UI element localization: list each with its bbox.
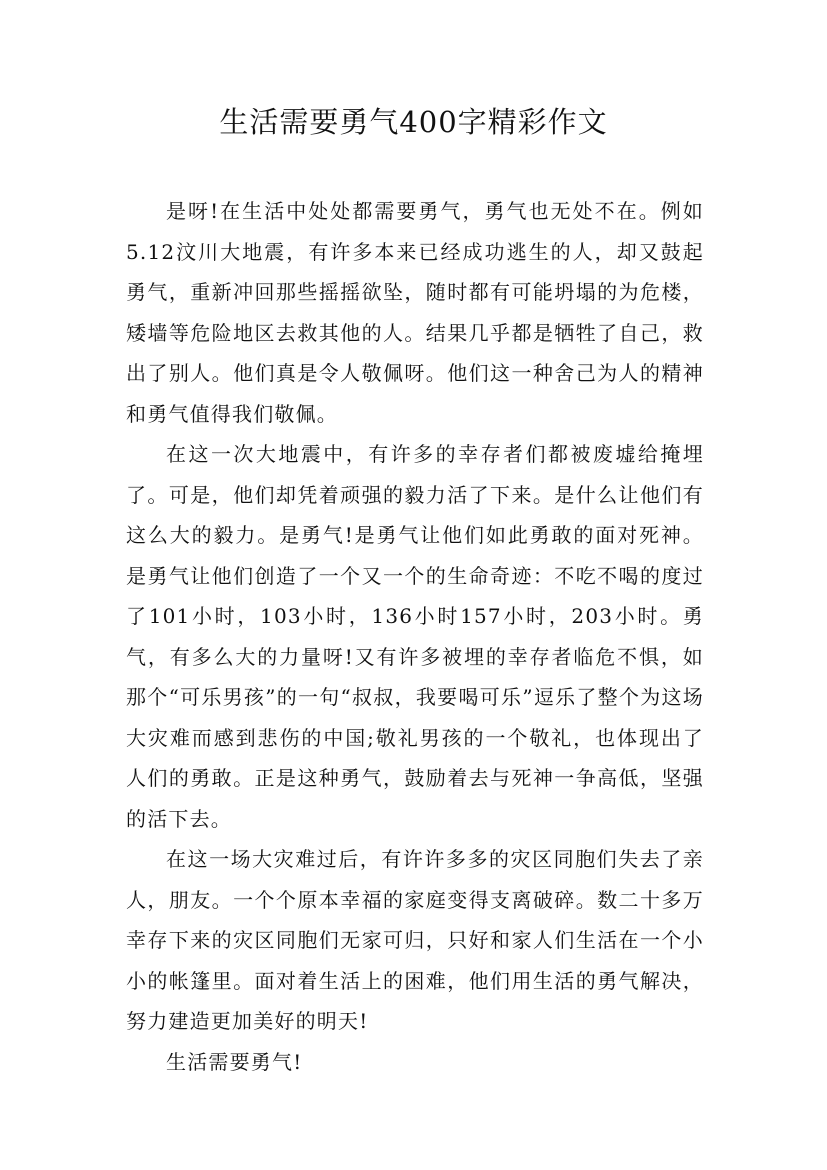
document-body [126,191,704,1082]
paragraph: 在这一场大灾难过后，有许许多多的灾区同胞们失去了亲人，朋友。一个个原本幸福的家庭变得支离破碎。数二十多万幸存下来的灾区同胞们无家可归，只好和家人们生活在一个小小的帐篷里。面对着生活上的困难，他们用生活的勇气解决，努力建造更加美好的明天! [126,847,704,1033]
document-title: 生活需要勇气400字精彩作文 [219,105,608,139]
paragraph: 是呀!在生活中处处都需要勇气，勇气也无处不在。例如5.12汶川大地震，有许多本来已经成功逃生的人，却又鼓起勇气，重新冲回那些摇摇欲坠，随时都有可能坍塌的为危楼，矮墙等危险地区去救其他的人。结果几乎都是牺牲了自己，救出了别人。他们真是令人敬佩呀。他们这一种舍己为人的精神和勇气值得我们敬佩。 [126,199,704,426]
paragraph: 生活需要勇气! [166,1049,303,1074]
paragraph: 在这一次大地震中，有许多的幸存者们都被废墟给掩埋了。可是，他们却凭着顽强的毅力活了下来。是什么让他们有这么大的毅力。是勇气!是勇气让他们如此勇敢的面对死神。是勇气让他们创造了一个又一个的生命奇迹：不吃不喝的度过了101小时，103小时，136小时157小时，203小时。勇气，有多么大的力量呀!又有许多被埋的幸存者临危不惧，如那个“可乐男孩”的一句“叔叔，我要喝可乐”逗乐了整个为这场大灾难而感到悲伤的中国;敬礼男孩的一个敬礼，也体现出了人们的勇敢。正是这种勇气，鼓励着去与死神一争高低，坚强的活下去。 [126,442,704,831]
